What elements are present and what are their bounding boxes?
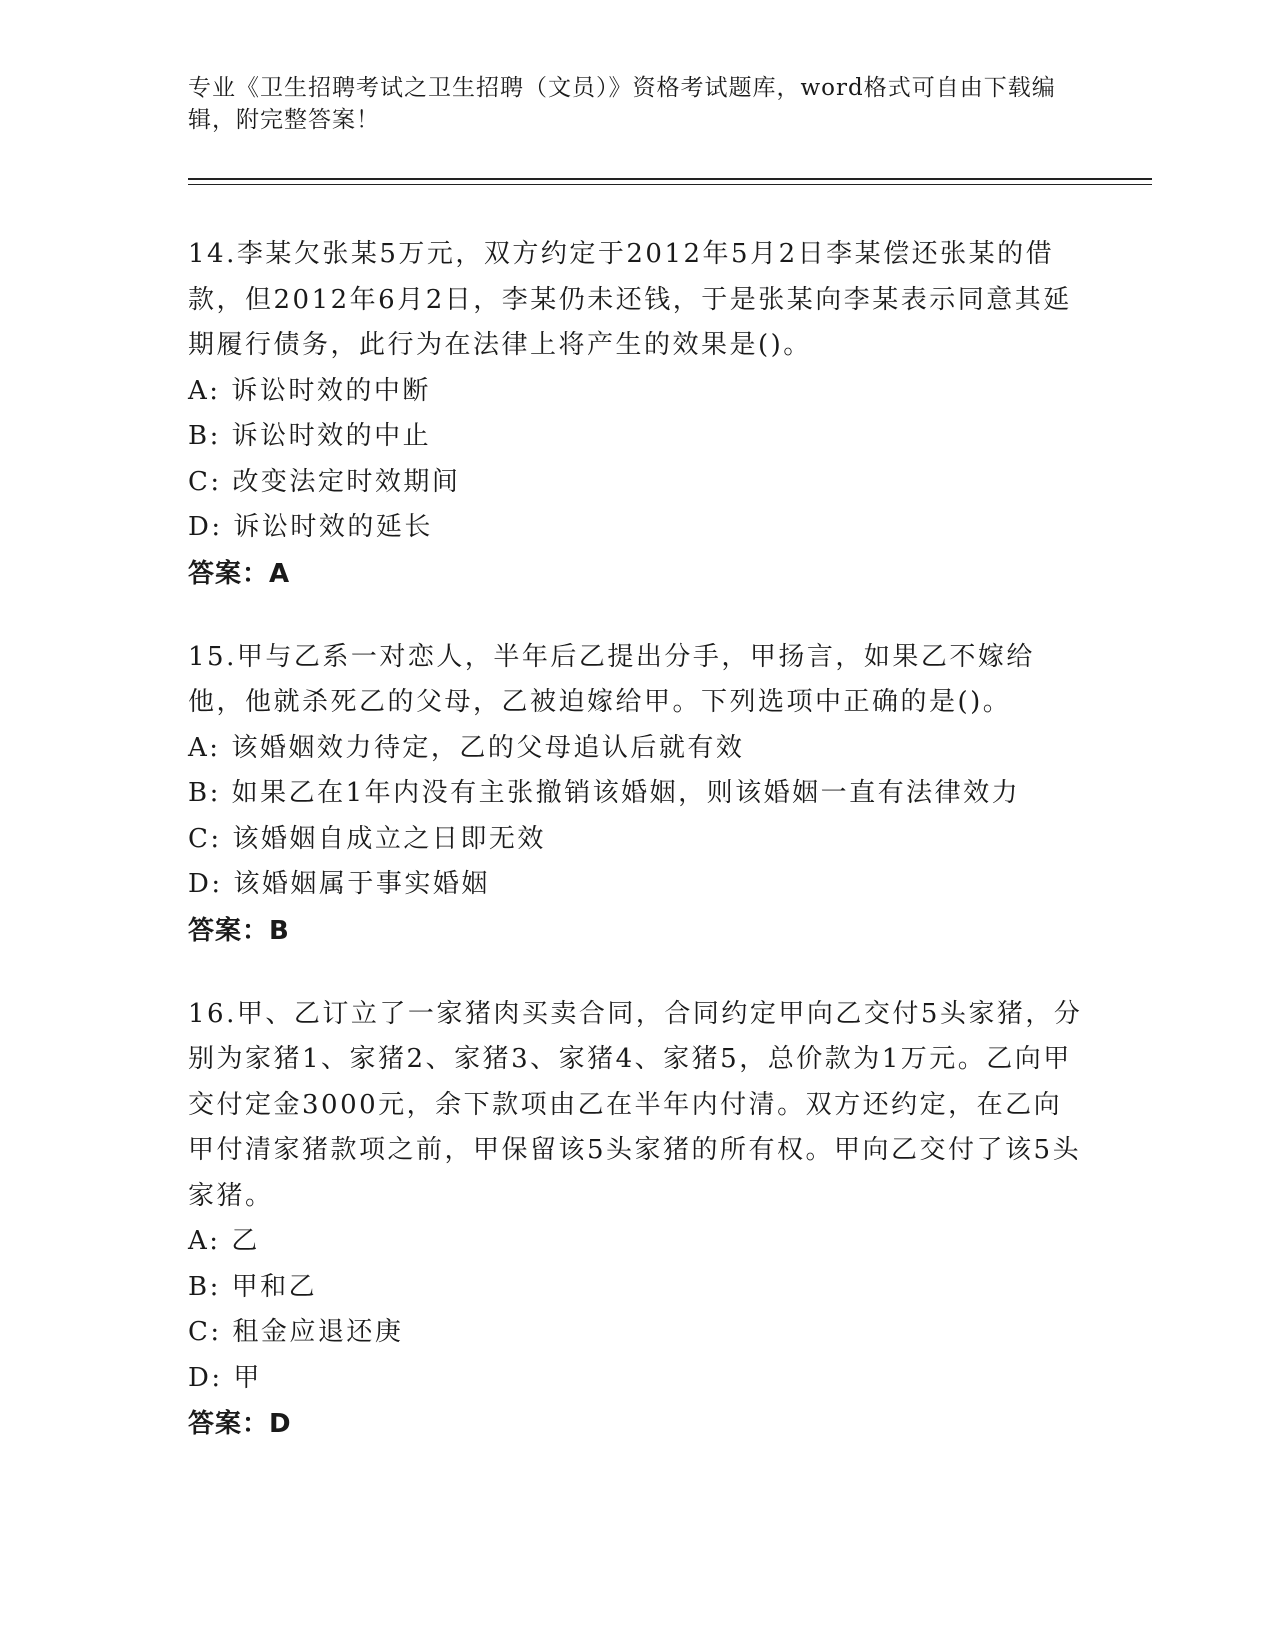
option-b	[188, 414, 1088, 460]
answer-line: 答案：D	[188, 1409, 292, 1439]
option-d	[188, 1356, 1088, 1402]
option-text: 租金应退还庚	[232, 1317, 404, 1347]
option-text: 该婚姻效力待定，乙的父母追认后就有效	[231, 732, 745, 763]
option-text: 诉讼时效的延长	[233, 512, 433, 542]
question-14	[188, 232, 1088, 597]
option-d	[188, 862, 1088, 908]
option-text: 改变法定时效期间	[232, 466, 461, 497]
option-text: 甲和乙	[231, 1271, 318, 1302]
option-c	[188, 460, 1088, 506]
option-text: 该婚姻属于事实婚姻	[233, 869, 490, 899]
question-stem: 15.甲与乙系一对恋人，半年后乙提出分手，甲扬言，如果乙不嫁给他，他就杀死乙的父母，乙被迫嫁给甲。下列选项中正确的是()。	[188, 641, 1035, 717]
option-c	[188, 817, 1088, 863]
option-letter: D:	[188, 869, 223, 899]
question-stem: 14.李某欠张某5万元，双方约定于2012年5月2日李某偿还张某的借款，但2012年6月2日，李某仍未还钱，于是张某向李某表示同意其延期履行债务，此行为在法律上将产生的效果是()。	[188, 239, 1072, 360]
option-d	[188, 505, 1088, 551]
option-letter: A:	[188, 375, 221, 406]
question-15	[188, 635, 1088, 954]
question-stem: 16.甲、乙订立了一家猪肉买卖合同，合同约定甲向乙交付5头家猪，分别为家猪1、家猪2、家猪3、家猪4、家猪5，总价款为1万元。乙向甲交付定金3000元，余下款项由乙在半年内付清。双方还约定，在乙向甲付清家猪款项之前，甲保留该5头家猪的所有权。甲向乙交付了该5头家猪。	[188, 998, 1083, 1211]
option-b	[188, 1265, 1088, 1311]
option-a	[188, 369, 1088, 415]
option-a	[188, 1219, 1088, 1265]
option-letter: A:	[188, 732, 221, 763]
option-letter: A:	[188, 1226, 221, 1256]
option-letter: D:	[188, 512, 223, 542]
option-letter: B:	[188, 1271, 221, 1302]
option-letter: D:	[188, 1362, 223, 1393]
option-b	[188, 771, 1088, 817]
header-rule-thick	[188, 178, 1152, 180]
option-letter: B:	[188, 421, 221, 451]
option-text: 诉讼时效的中断	[231, 375, 431, 406]
option-text: 如果乙在1年内没有主张撤销该婚姻，则该婚姻一直有法律效力	[231, 778, 1021, 808]
option-letter: C:	[188, 466, 222, 497]
option-text: 诉讼时效的中止	[231, 421, 432, 451]
option-letter: C:	[188, 823, 222, 854]
question-16	[188, 992, 1088, 1448]
answer-line: 答案：B	[188, 915, 290, 946]
option-text: 该婚姻自成立之日即无效	[232, 823, 546, 854]
question-list	[188, 232, 1088, 1485]
document-header: 专业《卫生招聘考试之卫生招聘（文员）》资格考试题库，word格式可自由下载编辑，附完整答案！	[188, 75, 1056, 133]
option-letter: C:	[188, 1317, 222, 1347]
answer-line: 答案：A	[188, 558, 291, 589]
option-letter: B:	[188, 778, 221, 808]
option-text: 乙	[231, 1226, 260, 1256]
header-rule-thin	[188, 184, 1152, 185]
option-a	[188, 726, 1088, 772]
option-c	[188, 1310, 1088, 1356]
option-text: 甲	[233, 1362, 262, 1393]
